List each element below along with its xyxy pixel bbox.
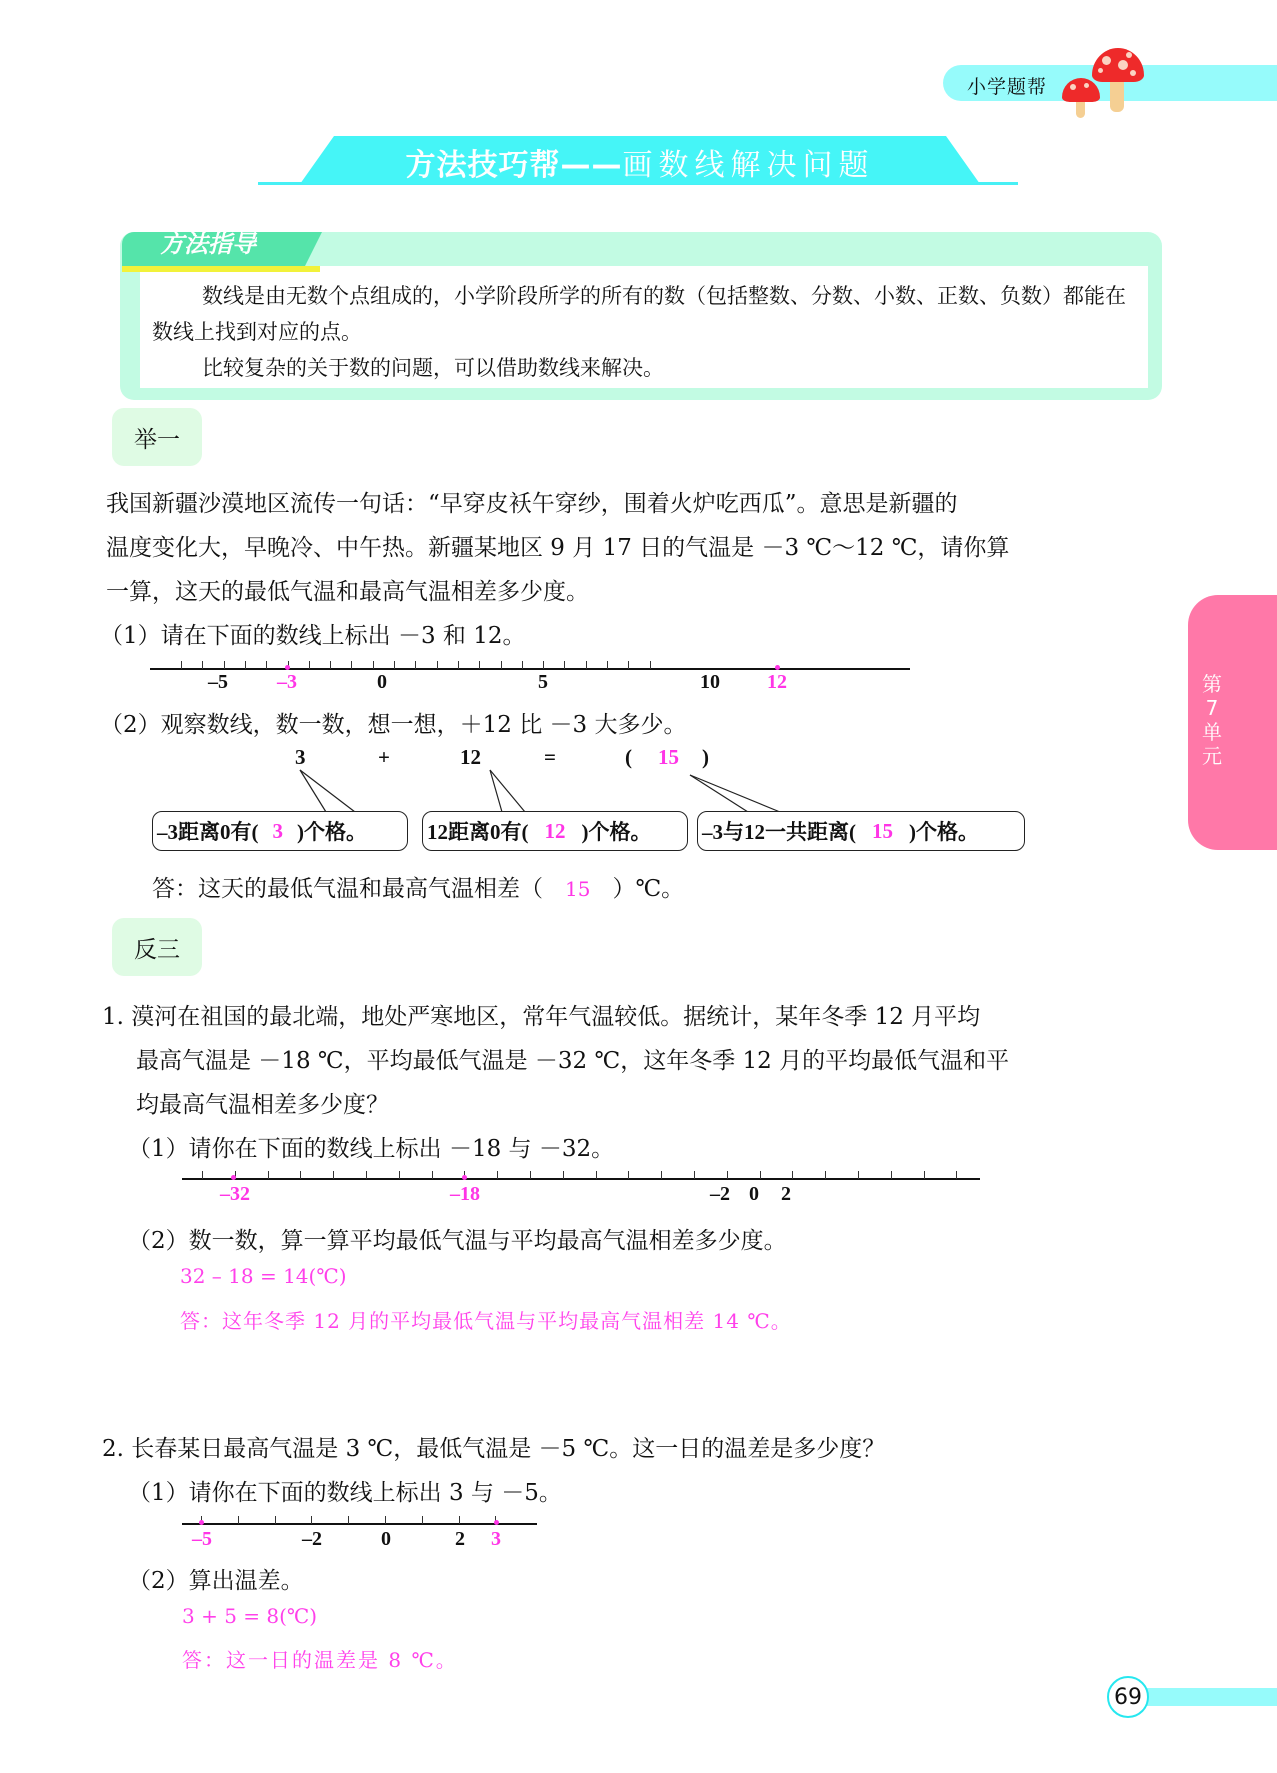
method-paragraph: 比较复杂的关于数的问题，可以借助数线来解决。 — [202, 356, 664, 380]
page-bar — [1135, 1688, 1277, 1706]
practice-tag: 反三 — [112, 918, 202, 976]
problem-text: 2. 长春某日最高气温是 3 ℃，最低气温是 －5 ℃。这一日的温差是多少度？ — [102, 1436, 886, 1462]
problem-text: 最高气温是 －18 ℃，平均最低气温是 －32 ℃，这年冬季 12 月的平均最低气温和平 — [136, 1048, 1010, 1074]
hint-box — [697, 811, 1025, 851]
page-number: 69 — [1107, 1676, 1149, 1718]
hint-text: 12距离0有( — [427, 820, 529, 844]
tick-mark — [628, 1171, 629, 1179]
tick-mark — [792, 1171, 793, 1179]
tick-mark — [694, 1171, 695, 1179]
tick-mark — [727, 1171, 728, 1179]
tick-mark — [459, 1516, 460, 1524]
problem-text: 1. 漠河在祖国的最北端，地处严寒地区，常年气温较低。据统计，某年冬季 12 月平均 — [102, 1004, 981, 1030]
number-line — [182, 1520, 537, 1560]
solution-text: 3 + 5 = 8(℃) — [182, 1604, 318, 1628]
marker-dot — [462, 1175, 467, 1180]
tick-label: –2 — [710, 1183, 730, 1205]
tick-mark — [399, 1171, 400, 1179]
tick-mark — [238, 1516, 239, 1524]
tick-label-marked: 3 — [491, 1528, 501, 1550]
marker-dot — [199, 1520, 204, 1525]
tick-mark — [530, 1171, 531, 1179]
tick-label-marked: –18 — [450, 1183, 480, 1205]
equation-equals: = — [544, 745, 556, 769]
hint-answer: 12 — [544, 818, 566, 843]
tick-mark — [497, 1171, 498, 1179]
tick-mark — [432, 1171, 433, 1179]
number-line-axis — [182, 1178, 980, 1180]
method-paragraph: 数线是由无数个点组成的，小学阶段所学的所有的数（包括整数、分数、小数、正数、负数）都能在数线上找到对应的点。 — [152, 284, 1126, 344]
hint-text: )个格。 — [909, 820, 979, 844]
solution-text: 32 – 18 = 14(℃) — [180, 1264, 347, 1288]
marker-dot — [231, 1175, 236, 1180]
equation-term-b: 12 — [460, 745, 481, 769]
answer-line — [152, 870, 684, 903]
unit-label: 第 7 单 元 — [1202, 672, 1222, 768]
problem-text: 一算，这天的最低气温和最高气温相差多少度。 — [106, 579, 589, 605]
title-main: 方法技巧帮—— — [405, 148, 623, 183]
tick-label-marked: –3 — [277, 671, 297, 693]
hint-box — [422, 811, 688, 851]
problem-text: 温度变化大，早晚冷、中午热。新疆某地区 9 月 17 日的气温是 －3 ℃～12 ℃，请你算 — [106, 535, 1010, 561]
tick-label: 10 — [700, 671, 720, 693]
example-tag: 举一 — [112, 408, 202, 466]
answer-value: 15 — [565, 877, 591, 901]
tick-mark — [275, 1516, 276, 1524]
tick-mark — [385, 1516, 386, 1524]
brand-name: 小学题帮 — [967, 76, 1048, 98]
tick-mark — [596, 1171, 597, 1179]
hint-answer: 15 — [872, 818, 893, 843]
tick-label-marked: –5 — [192, 1528, 212, 1550]
tick-label: –5 — [208, 671, 228, 693]
hint-box — [152, 811, 408, 851]
tick-mark — [333, 1171, 334, 1179]
hint-text: )个格。 — [581, 820, 652, 844]
tick-mark — [956, 1171, 957, 1179]
question-1: （1）请你在下面的数线上标出 3 与 －5。 — [128, 1480, 562, 1506]
question-2: （2）算出温差。 — [128, 1568, 304, 1594]
tick-mark — [891, 1171, 892, 1179]
number-line — [182, 1175, 980, 1215]
number-line-axis — [182, 1523, 537, 1525]
marker-dot — [494, 1520, 499, 1525]
tick-mark — [661, 1171, 662, 1179]
solution-answer: 答：这一日的温差是 8 ℃。 — [182, 1648, 458, 1672]
question-2: （2）观察数线，数一数，想一想，＋12 比 －3 大多少。 — [100, 712, 687, 738]
question-1: （1）请在下面的数线上标出 －3 和 12。 — [100, 623, 526, 649]
tick-label: 2 — [781, 1183, 791, 1205]
tick-label: –2 — [302, 1528, 322, 1550]
tick-mark — [825, 1171, 826, 1179]
tick-mark — [300, 1171, 301, 1179]
tick-label-marked: 12 — [767, 671, 787, 693]
hint-text: )个格。 — [297, 820, 367, 844]
tick-mark — [366, 1171, 367, 1179]
tick-mark — [311, 1516, 312, 1524]
tick-mark — [858, 1171, 859, 1179]
tick-label: 0 — [749, 1183, 759, 1205]
problem-text: 均最高气温相差多少度？ — [136, 1092, 389, 1118]
question-2: （2）数一数，算一算平均最低气温与平均最高气温相差多少度。 — [128, 1228, 787, 1254]
paren: ( — [625, 745, 632, 769]
tick-mark — [924, 1171, 925, 1179]
tick-label-marked: –32 — [220, 1183, 250, 1205]
tick-label: 0 — [381, 1528, 391, 1550]
tick-mark — [202, 1171, 203, 1179]
hint-answer: 3 — [272, 818, 283, 843]
tick-mark — [563, 1171, 564, 1179]
tick-label: 0 — [377, 671, 387, 693]
question-1: （1）请你在下面的数线上标出 －18 与 －32。 — [128, 1136, 615, 1162]
answer-text: ）℃。 — [612, 876, 685, 902]
tick-mark — [760, 1171, 761, 1179]
hint-text: –3距离0有( — [157, 820, 259, 844]
solution-answer: 答：这年冬季 12 月的平均最低气温与平均最高气温相差 14 ℃。 — [180, 1309, 792, 1333]
tick-mark — [422, 1516, 423, 1524]
method-guide-label: 方法指导 — [160, 230, 256, 258]
title-subtitle: 画数线解决问题 — [622, 148, 875, 183]
equation-result: 15 — [658, 745, 679, 769]
tick-mark — [348, 1516, 349, 1524]
hint-text: –3与12一共距离( — [702, 820, 856, 844]
tick-label: 5 — [538, 671, 548, 693]
problem-text: 我国新疆沙漠地区流传一句话：“早穿皮袄午穿纱，围着火炉吃西瓜”。意思是新疆的 — [106, 491, 958, 517]
equation-plus: + — [378, 745, 390, 769]
tick-label: 2 — [455, 1528, 465, 1550]
paren: ) — [702, 745, 709, 769]
tick-mark — [268, 1171, 269, 1179]
answer-text: 答：这天的最低气温和最高气温相差（ — [152, 876, 543, 902]
equation-term-a: 3 — [295, 745, 306, 769]
